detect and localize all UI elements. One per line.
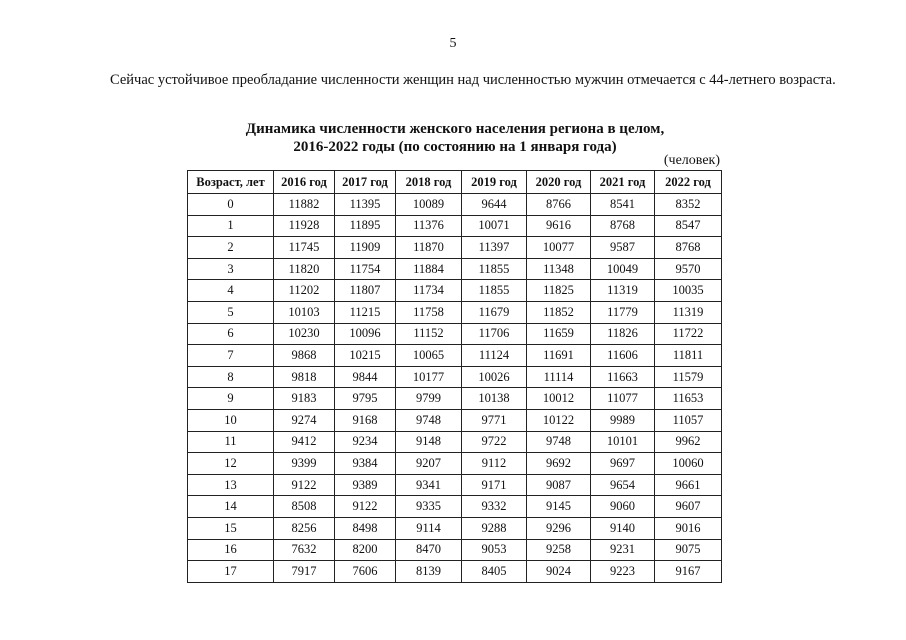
header-2022: 2022 год bbox=[655, 171, 722, 194]
value-cell: 10138 bbox=[462, 388, 527, 410]
value-cell: 11663 bbox=[591, 366, 655, 388]
value-cell: 8200 bbox=[335, 539, 396, 561]
value-cell: 10012 bbox=[527, 388, 591, 410]
value-cell: 9412 bbox=[274, 431, 335, 453]
value-cell: 9140 bbox=[591, 517, 655, 539]
header-2021: 2021 год bbox=[591, 171, 655, 194]
value-cell: 9795 bbox=[335, 388, 396, 410]
value-cell: 9060 bbox=[591, 496, 655, 518]
value-cell: 9335 bbox=[396, 496, 462, 518]
age-cell: 17 bbox=[188, 561, 274, 583]
age-cell: 2 bbox=[188, 237, 274, 259]
value-cell: 9296 bbox=[527, 517, 591, 539]
value-cell: 11884 bbox=[396, 258, 462, 280]
value-cell: 9167 bbox=[655, 561, 722, 583]
value-cell: 11811 bbox=[655, 345, 722, 367]
value-cell: 11659 bbox=[527, 323, 591, 345]
age-cell: 16 bbox=[188, 539, 274, 561]
value-cell: 7917 bbox=[274, 561, 335, 583]
value-cell: 9087 bbox=[527, 474, 591, 496]
table-row bbox=[188, 431, 722, 453]
age-cell: 8 bbox=[188, 366, 274, 388]
value-cell: 10089 bbox=[396, 194, 462, 216]
value-cell: 11779 bbox=[591, 301, 655, 323]
value-cell: 9661 bbox=[655, 474, 722, 496]
age-cell: 7 bbox=[188, 345, 274, 367]
value-cell: 11395 bbox=[335, 194, 396, 216]
header-2016: 2016 год bbox=[274, 171, 335, 194]
age-cell: 5 bbox=[188, 301, 274, 323]
table-row bbox=[188, 345, 722, 367]
body-paragraph: Сейчас устойчивое преобладание численности женщин над численностью мужчин отмечается с 44-летнего возраста. bbox=[110, 72, 836, 88]
value-cell: 9207 bbox=[396, 453, 462, 475]
value-cell: 9171 bbox=[462, 474, 527, 496]
value-cell: 9258 bbox=[527, 539, 591, 561]
value-cell: 9607 bbox=[655, 496, 722, 518]
value-cell: 9341 bbox=[396, 474, 462, 496]
value-cell: 8139 bbox=[396, 561, 462, 583]
table-row bbox=[188, 453, 722, 475]
header-2017: 2017 год bbox=[335, 171, 396, 194]
value-cell: 10071 bbox=[462, 215, 527, 237]
value-cell: 7606 bbox=[335, 561, 396, 583]
value-cell: 10230 bbox=[274, 323, 335, 345]
header-2018: 2018 год bbox=[396, 171, 462, 194]
table-row bbox=[188, 194, 722, 216]
value-cell: 11397 bbox=[462, 237, 527, 259]
value-cell: 9274 bbox=[274, 409, 335, 431]
value-cell: 9697 bbox=[591, 453, 655, 475]
value-cell: 9692 bbox=[527, 453, 591, 475]
value-cell: 8768 bbox=[655, 237, 722, 259]
value-cell: 11826 bbox=[591, 323, 655, 345]
table-row bbox=[188, 301, 722, 323]
header-2020: 2020 год bbox=[527, 171, 591, 194]
value-cell: 11722 bbox=[655, 323, 722, 345]
age-cell: 13 bbox=[188, 474, 274, 496]
table-row bbox=[188, 258, 722, 280]
table-row bbox=[188, 215, 722, 237]
value-cell: 11215 bbox=[335, 301, 396, 323]
value-cell: 9122 bbox=[274, 474, 335, 496]
value-cell: 11077 bbox=[591, 388, 655, 410]
table-row bbox=[188, 539, 722, 561]
value-cell: 9145 bbox=[527, 496, 591, 518]
value-cell: 8766 bbox=[527, 194, 591, 216]
value-cell: 11691 bbox=[527, 345, 591, 367]
value-cell: 11319 bbox=[655, 301, 722, 323]
value-cell: 11606 bbox=[591, 345, 655, 367]
table-row bbox=[188, 409, 722, 431]
value-cell: 9570 bbox=[655, 258, 722, 280]
value-cell: 9962 bbox=[655, 431, 722, 453]
table-title-line-1: Динамика численности женского населения региона в целом, bbox=[245, 121, 665, 137]
value-cell: 8405 bbox=[462, 561, 527, 583]
value-cell: 9384 bbox=[335, 453, 396, 475]
age-cell: 0 bbox=[188, 194, 274, 216]
value-cell: 11734 bbox=[396, 280, 462, 302]
value-cell: 10077 bbox=[527, 237, 591, 259]
value-cell: 9722 bbox=[462, 431, 527, 453]
value-cell: 7632 bbox=[274, 539, 335, 561]
value-cell: 10065 bbox=[396, 345, 462, 367]
value-cell: 9148 bbox=[396, 431, 462, 453]
value-cell: 9122 bbox=[335, 496, 396, 518]
age-cell: 4 bbox=[188, 280, 274, 302]
table-row bbox=[188, 388, 722, 410]
value-cell: 11124 bbox=[462, 345, 527, 367]
table-row bbox=[188, 323, 722, 345]
value-cell: 8541 bbox=[591, 194, 655, 216]
value-cell: 9223 bbox=[591, 561, 655, 583]
table-row bbox=[188, 496, 722, 518]
age-cell: 11 bbox=[188, 431, 274, 453]
value-cell: 8256 bbox=[274, 517, 335, 539]
value-cell: 9654 bbox=[591, 474, 655, 496]
value-cell: 9844 bbox=[335, 366, 396, 388]
value-cell: 8547 bbox=[655, 215, 722, 237]
header-age: Возраст, лет bbox=[188, 171, 274, 194]
value-cell: 9644 bbox=[462, 194, 527, 216]
value-cell: 11579 bbox=[655, 366, 722, 388]
value-cell: 8352 bbox=[655, 194, 722, 216]
value-cell: 9616 bbox=[527, 215, 591, 237]
value-cell: 9231 bbox=[591, 539, 655, 561]
value-cell: 9389 bbox=[335, 474, 396, 496]
value-cell: 11754 bbox=[335, 258, 396, 280]
value-cell: 9799 bbox=[396, 388, 462, 410]
value-cell: 11758 bbox=[396, 301, 462, 323]
table-row bbox=[188, 517, 722, 539]
value-cell: 10122 bbox=[527, 409, 591, 431]
value-cell: 11653 bbox=[655, 388, 722, 410]
value-cell: 9989 bbox=[591, 409, 655, 431]
value-cell: 9868 bbox=[274, 345, 335, 367]
value-cell: 8470 bbox=[396, 539, 462, 561]
value-cell: 9771 bbox=[462, 409, 527, 431]
value-cell: 11114 bbox=[527, 366, 591, 388]
value-cell: 11855 bbox=[462, 258, 527, 280]
value-cell: 9234 bbox=[335, 431, 396, 453]
age-cell: 12 bbox=[188, 453, 274, 475]
table-header-row bbox=[188, 171, 722, 194]
table-units: (человек) bbox=[663, 153, 720, 168]
value-cell: 9183 bbox=[274, 388, 335, 410]
value-cell: 11807 bbox=[335, 280, 396, 302]
value-cell: 10096 bbox=[335, 323, 396, 345]
value-cell: 9016 bbox=[655, 517, 722, 539]
value-cell: 8768 bbox=[591, 215, 655, 237]
value-cell: 9587 bbox=[591, 237, 655, 259]
value-cell: 9053 bbox=[462, 539, 527, 561]
value-cell: 11706 bbox=[462, 323, 527, 345]
page-number: 5 bbox=[449, 36, 457, 51]
value-cell: 11376 bbox=[396, 215, 462, 237]
table-row bbox=[188, 561, 722, 583]
value-cell: 11928 bbox=[274, 215, 335, 237]
value-cell: 9818 bbox=[274, 366, 335, 388]
table-row bbox=[188, 366, 722, 388]
value-cell: 10049 bbox=[591, 258, 655, 280]
table-body bbox=[188, 194, 722, 583]
value-cell: 9748 bbox=[396, 409, 462, 431]
value-cell: 8508 bbox=[274, 496, 335, 518]
value-cell: 11895 bbox=[335, 215, 396, 237]
value-cell: 10177 bbox=[396, 366, 462, 388]
value-cell: 11882 bbox=[274, 194, 335, 216]
value-cell: 9399 bbox=[274, 453, 335, 475]
population-table bbox=[187, 170, 722, 583]
value-cell: 11825 bbox=[527, 280, 591, 302]
value-cell: 9112 bbox=[462, 453, 527, 475]
table-title bbox=[188, 120, 722, 156]
value-cell: 10026 bbox=[462, 366, 527, 388]
table-row bbox=[188, 237, 722, 259]
age-cell: 1 bbox=[188, 215, 274, 237]
value-cell: 9288 bbox=[462, 517, 527, 539]
table-title-line-2: 2016-2022 годы (по состоянию на 1 января года) bbox=[293, 139, 617, 155]
value-cell: 11852 bbox=[527, 301, 591, 323]
value-cell: 9114 bbox=[396, 517, 462, 539]
value-cell: 10101 bbox=[591, 431, 655, 453]
age-cell: 15 bbox=[188, 517, 274, 539]
value-cell: 10103 bbox=[274, 301, 335, 323]
age-cell: 6 bbox=[188, 323, 274, 345]
value-cell: 9168 bbox=[335, 409, 396, 431]
value-cell: 11202 bbox=[274, 280, 335, 302]
value-cell: 11820 bbox=[274, 258, 335, 280]
value-cell: 9075 bbox=[655, 539, 722, 561]
value-cell: 11348 bbox=[527, 258, 591, 280]
value-cell: 10215 bbox=[335, 345, 396, 367]
value-cell: 11319 bbox=[591, 280, 655, 302]
header-2019: 2019 год bbox=[462, 171, 527, 194]
value-cell: 9332 bbox=[462, 496, 527, 518]
age-cell: 10 bbox=[188, 409, 274, 431]
value-cell: 10060 bbox=[655, 453, 722, 475]
value-cell: 11745 bbox=[274, 237, 335, 259]
value-cell: 8498 bbox=[335, 517, 396, 539]
value-cell: 9748 bbox=[527, 431, 591, 453]
age-cell: 9 bbox=[188, 388, 274, 410]
value-cell: 11679 bbox=[462, 301, 527, 323]
value-cell: 11152 bbox=[396, 323, 462, 345]
value-cell: 10035 bbox=[655, 280, 722, 302]
age-cell: 3 bbox=[188, 258, 274, 280]
table-row bbox=[188, 474, 722, 496]
value-cell: 11855 bbox=[462, 280, 527, 302]
value-cell: 11057 bbox=[655, 409, 722, 431]
table-row bbox=[188, 280, 722, 302]
value-cell: 11870 bbox=[396, 237, 462, 259]
age-cell: 14 bbox=[188, 496, 274, 518]
value-cell: 11909 bbox=[335, 237, 396, 259]
value-cell: 9024 bbox=[527, 561, 591, 583]
